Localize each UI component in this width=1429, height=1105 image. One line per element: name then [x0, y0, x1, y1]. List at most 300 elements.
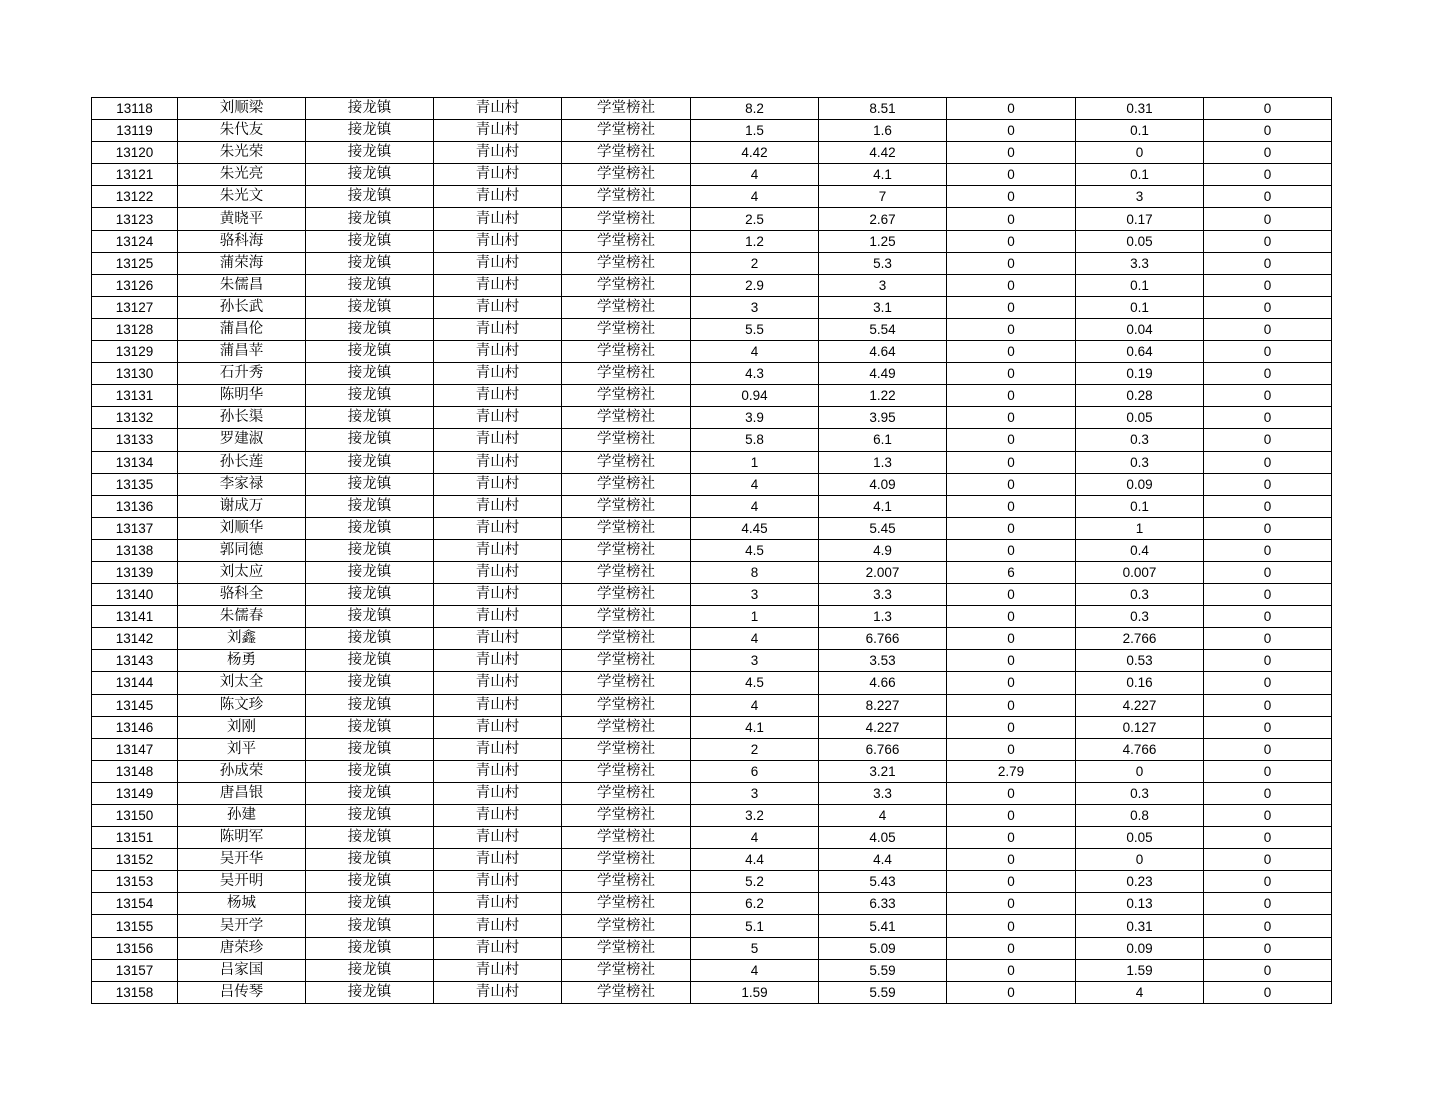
name-cell: 刘顺华 — [178, 517, 306, 539]
data-table — [91, 97, 1332, 1004]
value-2-cell: 1.3 — [819, 451, 947, 473]
value-5-cell: 0 — [1204, 584, 1332, 606]
value-4-cell: 0.16 — [1076, 672, 1204, 694]
village-cell: 青山村 — [434, 584, 562, 606]
group-cell: 学堂榜社 — [562, 694, 691, 716]
value-5-cell: 0 — [1204, 385, 1332, 407]
name-cell: 唐昌银 — [178, 782, 306, 804]
village-cell: 青山村 — [434, 694, 562, 716]
village-cell: 青山村 — [434, 363, 562, 385]
name-cell: 孙长渠 — [178, 407, 306, 429]
value-4-cell: 0.17 — [1076, 208, 1204, 230]
value-3-cell: 0 — [947, 738, 1076, 760]
id-cell: 13138 — [92, 539, 178, 561]
value-5-cell: 0 — [1204, 738, 1332, 760]
value-1-cell: 4 — [691, 628, 819, 650]
name-cell: 黄晓平 — [178, 208, 306, 230]
town-cell: 接龙镇 — [306, 672, 434, 694]
group-cell: 学堂榜社 — [562, 937, 691, 959]
value-3-cell: 0 — [947, 385, 1076, 407]
value-2-cell: 4.66 — [819, 672, 947, 694]
id-cell: 13134 — [92, 451, 178, 473]
town-cell: 接龙镇 — [306, 252, 434, 274]
value-3-cell: 0 — [947, 341, 1076, 363]
value-5-cell: 0 — [1204, 694, 1332, 716]
name-cell: 朱光文 — [178, 186, 306, 208]
value-4-cell: 0.4 — [1076, 539, 1204, 561]
value-1-cell: 4 — [691, 495, 819, 517]
group-cell: 学堂榜社 — [562, 827, 691, 849]
value-5-cell: 0 — [1204, 827, 1332, 849]
table-row — [92, 451, 1332, 473]
village-cell: 青山村 — [434, 318, 562, 340]
value-3-cell: 0 — [947, 98, 1076, 120]
value-2-cell: 6.1 — [819, 429, 947, 451]
value-5-cell: 0 — [1204, 628, 1332, 650]
value-4-cell: 3.3 — [1076, 252, 1204, 274]
table-row — [92, 760, 1332, 782]
village-cell: 青山村 — [434, 716, 562, 738]
town-cell: 接龙镇 — [306, 120, 434, 142]
table-row — [92, 142, 1332, 164]
table-row — [92, 385, 1332, 407]
id-cell: 13130 — [92, 363, 178, 385]
group-cell: 学堂榜社 — [562, 871, 691, 893]
value-5-cell: 0 — [1204, 318, 1332, 340]
value-5-cell: 0 — [1204, 650, 1332, 672]
id-cell: 13153 — [92, 871, 178, 893]
id-cell: 13155 — [92, 915, 178, 937]
value-4-cell: 0.3 — [1076, 782, 1204, 804]
id-cell: 13125 — [92, 252, 178, 274]
name-cell: 陈明军 — [178, 827, 306, 849]
value-2-cell: 5.41 — [819, 915, 947, 937]
group-cell: 学堂榜社 — [562, 539, 691, 561]
name-cell: 刘太应 — [178, 561, 306, 583]
group-cell: 学堂榜社 — [562, 318, 691, 340]
value-5-cell: 0 — [1204, 296, 1332, 318]
group-cell: 学堂榜社 — [562, 208, 691, 230]
town-cell: 接龙镇 — [306, 650, 434, 672]
name-cell: 陈文珍 — [178, 694, 306, 716]
id-cell: 13157 — [92, 959, 178, 981]
group-cell: 学堂榜社 — [562, 164, 691, 186]
value-1-cell: 0.94 — [691, 385, 819, 407]
id-cell: 13149 — [92, 782, 178, 804]
value-2-cell: 4.4 — [819, 849, 947, 871]
name-cell: 陈明华 — [178, 385, 306, 407]
value-3-cell: 0 — [947, 981, 1076, 1003]
village-cell: 青山村 — [434, 186, 562, 208]
group-cell: 学堂榜社 — [562, 98, 691, 120]
value-1-cell: 4 — [691, 341, 819, 363]
value-2-cell: 2.67 — [819, 208, 947, 230]
value-3-cell: 2.79 — [947, 760, 1076, 782]
name-cell: 朱光荣 — [178, 142, 306, 164]
value-5-cell: 0 — [1204, 606, 1332, 628]
value-5-cell: 0 — [1204, 208, 1332, 230]
value-3-cell: 0 — [947, 186, 1076, 208]
value-3-cell: 0 — [947, 606, 1076, 628]
value-1-cell: 6 — [691, 760, 819, 782]
id-cell: 13154 — [92, 893, 178, 915]
group-cell: 学堂榜社 — [562, 893, 691, 915]
value-4-cell: 0.007 — [1076, 561, 1204, 583]
name-cell: 刘太全 — [178, 672, 306, 694]
value-5-cell: 0 — [1204, 142, 1332, 164]
town-cell: 接龙镇 — [306, 959, 434, 981]
id-cell: 13143 — [92, 650, 178, 672]
table-row — [92, 429, 1332, 451]
value-1-cell: 3 — [691, 650, 819, 672]
village-cell: 青山村 — [434, 473, 562, 495]
value-1-cell: 5.1 — [691, 915, 819, 937]
value-4-cell: 0.8 — [1076, 805, 1204, 827]
town-cell: 接龙镇 — [306, 341, 434, 363]
village-cell: 青山村 — [434, 981, 562, 1003]
group-cell: 学堂榜社 — [562, 274, 691, 296]
village-cell: 青山村 — [434, 606, 562, 628]
name-cell: 骆科海 — [178, 230, 306, 252]
value-2-cell: 3 — [819, 274, 947, 296]
name-cell: 蒲荣海 — [178, 252, 306, 274]
group-cell: 学堂榜社 — [562, 782, 691, 804]
id-cell: 13127 — [92, 296, 178, 318]
value-2-cell: 5.3 — [819, 252, 947, 274]
value-1-cell: 8.2 — [691, 98, 819, 120]
group-cell: 学堂榜社 — [562, 805, 691, 827]
table-row — [92, 606, 1332, 628]
value-1-cell: 4.42 — [691, 142, 819, 164]
value-4-cell: 0.05 — [1076, 827, 1204, 849]
name-cell: 吕传琴 — [178, 981, 306, 1003]
id-cell: 13156 — [92, 937, 178, 959]
id-cell: 13135 — [92, 473, 178, 495]
value-3-cell: 0 — [947, 252, 1076, 274]
id-cell: 13132 — [92, 407, 178, 429]
village-cell: 青山村 — [434, 738, 562, 760]
village-cell: 青山村 — [434, 539, 562, 561]
value-2-cell: 7 — [819, 186, 947, 208]
name-cell: 刘刚 — [178, 716, 306, 738]
name-cell: 蒲昌伦 — [178, 318, 306, 340]
value-1-cell: 3.2 — [691, 805, 819, 827]
group-cell: 学堂榜社 — [562, 495, 691, 517]
value-4-cell: 0.31 — [1076, 915, 1204, 937]
table-row — [92, 363, 1332, 385]
value-2-cell: 1.3 — [819, 606, 947, 628]
value-5-cell: 0 — [1204, 230, 1332, 252]
town-cell: 接龙镇 — [306, 915, 434, 937]
value-5-cell: 0 — [1204, 959, 1332, 981]
value-2-cell: 5.09 — [819, 937, 947, 959]
value-2-cell: 4.227 — [819, 716, 947, 738]
group-cell: 学堂榜社 — [562, 517, 691, 539]
name-cell: 朱代友 — [178, 120, 306, 142]
table-row — [92, 164, 1332, 186]
value-5-cell: 0 — [1204, 849, 1332, 871]
value-3-cell: 0 — [947, 296, 1076, 318]
village-cell: 青山村 — [434, 871, 562, 893]
value-4-cell: 0.1 — [1076, 296, 1204, 318]
value-4-cell: 0.53 — [1076, 650, 1204, 672]
table-row — [92, 849, 1332, 871]
name-cell: 郭同德 — [178, 539, 306, 561]
town-cell: 接龙镇 — [306, 738, 434, 760]
village-cell: 青山村 — [434, 937, 562, 959]
value-4-cell: 2.766 — [1076, 628, 1204, 650]
value-3-cell: 0 — [947, 429, 1076, 451]
town-cell: 接龙镇 — [306, 628, 434, 650]
group-cell: 学堂榜社 — [562, 186, 691, 208]
value-2-cell: 4.05 — [819, 827, 947, 849]
value-1-cell: 5.5 — [691, 318, 819, 340]
value-4-cell: 4.766 — [1076, 738, 1204, 760]
name-cell: 刘平 — [178, 738, 306, 760]
value-5-cell: 0 — [1204, 871, 1332, 893]
value-5-cell: 0 — [1204, 429, 1332, 451]
value-3-cell: 0 — [947, 915, 1076, 937]
id-cell: 13128 — [92, 318, 178, 340]
value-2-cell: 1.6 — [819, 120, 947, 142]
value-3-cell: 6 — [947, 561, 1076, 583]
group-cell: 学堂榜社 — [562, 959, 691, 981]
table-body — [92, 98, 1332, 1004]
village-cell: 青山村 — [434, 451, 562, 473]
value-2-cell: 4.1 — [819, 164, 947, 186]
id-cell: 13158 — [92, 981, 178, 1003]
group-cell: 学堂榜社 — [562, 385, 691, 407]
village-cell: 青山村 — [434, 98, 562, 120]
village-cell: 青山村 — [434, 495, 562, 517]
value-5-cell: 0 — [1204, 495, 1332, 517]
group-cell: 学堂榜社 — [562, 296, 691, 318]
value-1-cell: 4.45 — [691, 517, 819, 539]
village-cell: 青山村 — [434, 672, 562, 694]
value-5-cell: 0 — [1204, 341, 1332, 363]
value-4-cell: 0.19 — [1076, 363, 1204, 385]
group-cell: 学堂榜社 — [562, 628, 691, 650]
value-1-cell: 4.5 — [691, 539, 819, 561]
value-3-cell: 0 — [947, 363, 1076, 385]
town-cell: 接龙镇 — [306, 937, 434, 959]
name-cell: 孙长莲 — [178, 451, 306, 473]
table-row — [92, 827, 1332, 849]
value-3-cell: 0 — [947, 517, 1076, 539]
value-5-cell: 0 — [1204, 274, 1332, 296]
value-5-cell: 0 — [1204, 981, 1332, 1003]
village-cell: 青山村 — [434, 296, 562, 318]
value-5-cell: 0 — [1204, 363, 1332, 385]
value-2-cell: 4 — [819, 805, 947, 827]
value-1-cell: 1.2 — [691, 230, 819, 252]
value-1-cell: 4 — [691, 473, 819, 495]
table-row — [92, 584, 1332, 606]
value-4-cell: 0.04 — [1076, 318, 1204, 340]
town-cell: 接龙镇 — [306, 782, 434, 804]
value-2-cell: 4.09 — [819, 473, 947, 495]
id-cell: 13147 — [92, 738, 178, 760]
village-cell: 青山村 — [434, 849, 562, 871]
value-4-cell: 0.1 — [1076, 164, 1204, 186]
value-1-cell: 1.59 — [691, 981, 819, 1003]
table-row — [92, 871, 1332, 893]
table-row — [92, 738, 1332, 760]
value-1-cell: 6.2 — [691, 893, 819, 915]
value-5-cell: 0 — [1204, 539, 1332, 561]
village-cell: 青山村 — [434, 142, 562, 164]
name-cell: 刘顺梁 — [178, 98, 306, 120]
table-row — [92, 208, 1332, 230]
value-2-cell: 3.1 — [819, 296, 947, 318]
table-row — [92, 186, 1332, 208]
town-cell: 接龙镇 — [306, 142, 434, 164]
table-row — [92, 716, 1332, 738]
table-row — [92, 561, 1332, 583]
value-3-cell: 0 — [947, 628, 1076, 650]
value-4-cell: 0.127 — [1076, 716, 1204, 738]
value-1-cell: 4 — [691, 164, 819, 186]
name-cell: 吕家国 — [178, 959, 306, 981]
table-row — [92, 252, 1332, 274]
name-cell: 蒲昌苹 — [178, 341, 306, 363]
id-cell: 13126 — [92, 274, 178, 296]
name-cell: 吴开明 — [178, 871, 306, 893]
village-cell: 青山村 — [434, 517, 562, 539]
group-cell: 学堂榜社 — [562, 407, 691, 429]
name-cell: 唐荣珍 — [178, 937, 306, 959]
value-2-cell: 5.59 — [819, 981, 947, 1003]
value-4-cell: 1.59 — [1076, 959, 1204, 981]
group-cell: 学堂榜社 — [562, 429, 691, 451]
value-2-cell: 3.53 — [819, 650, 947, 672]
village-cell: 青山村 — [434, 760, 562, 782]
value-2-cell: 6.33 — [819, 893, 947, 915]
value-3-cell: 0 — [947, 650, 1076, 672]
group-cell: 学堂榜社 — [562, 230, 691, 252]
group-cell: 学堂榜社 — [562, 849, 691, 871]
value-5-cell: 0 — [1204, 782, 1332, 804]
value-4-cell: 0.1 — [1076, 274, 1204, 296]
town-cell: 接龙镇 — [306, 230, 434, 252]
value-1-cell: 4 — [691, 694, 819, 716]
village-cell: 青山村 — [434, 827, 562, 849]
value-2-cell: 4.64 — [819, 341, 947, 363]
value-5-cell: 0 — [1204, 451, 1332, 473]
value-3-cell: 0 — [947, 473, 1076, 495]
town-cell: 接龙镇 — [306, 760, 434, 782]
value-4-cell: 0.09 — [1076, 473, 1204, 495]
village-cell: 青山村 — [434, 782, 562, 804]
value-2-cell: 4.9 — [819, 539, 947, 561]
value-4-cell: 0 — [1076, 849, 1204, 871]
value-1-cell: 4.3 — [691, 363, 819, 385]
value-2-cell: 4.1 — [819, 495, 947, 517]
village-cell: 青山村 — [434, 120, 562, 142]
village-cell: 青山村 — [434, 407, 562, 429]
group-cell: 学堂榜社 — [562, 650, 691, 672]
value-5-cell: 0 — [1204, 672, 1332, 694]
id-cell: 13144 — [92, 672, 178, 694]
value-4-cell: 0.09 — [1076, 937, 1204, 959]
village-cell: 青山村 — [434, 164, 562, 186]
value-4-cell: 0.64 — [1076, 341, 1204, 363]
value-4-cell: 0 — [1076, 760, 1204, 782]
value-4-cell: 0.28 — [1076, 385, 1204, 407]
group-cell: 学堂榜社 — [562, 672, 691, 694]
value-2-cell: 4.49 — [819, 363, 947, 385]
value-3-cell: 0 — [947, 230, 1076, 252]
value-2-cell: 5.45 — [819, 517, 947, 539]
value-2-cell: 6.766 — [819, 628, 947, 650]
group-cell: 学堂榜社 — [562, 473, 691, 495]
value-1-cell: 3 — [691, 584, 819, 606]
value-3-cell: 0 — [947, 407, 1076, 429]
group-cell: 学堂榜社 — [562, 981, 691, 1003]
value-3-cell: 0 — [947, 937, 1076, 959]
value-1-cell: 2.5 — [691, 208, 819, 230]
value-4-cell: 0.3 — [1076, 429, 1204, 451]
name-cell: 谢成万 — [178, 495, 306, 517]
id-cell: 13118 — [92, 98, 178, 120]
name-cell: 孙建 — [178, 805, 306, 827]
value-5-cell: 0 — [1204, 716, 1332, 738]
name-cell: 孙成荣 — [178, 760, 306, 782]
town-cell: 接龙镇 — [306, 517, 434, 539]
table-row — [92, 274, 1332, 296]
id-cell: 13141 — [92, 606, 178, 628]
table-row — [92, 341, 1332, 363]
value-5-cell: 0 — [1204, 98, 1332, 120]
value-3-cell: 0 — [947, 120, 1076, 142]
table-row — [92, 959, 1332, 981]
town-cell: 接龙镇 — [306, 893, 434, 915]
group-cell: 学堂榜社 — [562, 561, 691, 583]
id-cell: 13150 — [92, 805, 178, 827]
value-1-cell: 1.5 — [691, 120, 819, 142]
town-cell: 接龙镇 — [306, 871, 434, 893]
id-cell: 13136 — [92, 495, 178, 517]
value-3-cell: 0 — [947, 274, 1076, 296]
value-2-cell: 5.59 — [819, 959, 947, 981]
value-1-cell: 4.5 — [691, 672, 819, 694]
group-cell: 学堂榜社 — [562, 738, 691, 760]
value-2-cell: 5.43 — [819, 871, 947, 893]
town-cell: 接龙镇 — [306, 473, 434, 495]
value-1-cell: 2 — [691, 252, 819, 274]
group-cell: 学堂榜社 — [562, 252, 691, 274]
village-cell: 青山村 — [434, 561, 562, 583]
town-cell: 接龙镇 — [306, 539, 434, 561]
value-1-cell: 5 — [691, 937, 819, 959]
group-cell: 学堂榜社 — [562, 606, 691, 628]
name-cell: 杨勇 — [178, 650, 306, 672]
town-cell: 接龙镇 — [306, 827, 434, 849]
value-4-cell: 0.3 — [1076, 451, 1204, 473]
id-cell: 13146 — [92, 716, 178, 738]
table-row — [92, 495, 1332, 517]
value-2-cell: 1.22 — [819, 385, 947, 407]
town-cell: 接龙镇 — [306, 429, 434, 451]
table-row — [92, 407, 1332, 429]
value-1-cell: 1 — [691, 451, 819, 473]
town-cell: 接龙镇 — [306, 805, 434, 827]
town-cell: 接龙镇 — [306, 849, 434, 871]
town-cell: 接龙镇 — [306, 98, 434, 120]
value-3-cell: 0 — [947, 451, 1076, 473]
value-2-cell: 6.766 — [819, 738, 947, 760]
value-4-cell: 3 — [1076, 186, 1204, 208]
